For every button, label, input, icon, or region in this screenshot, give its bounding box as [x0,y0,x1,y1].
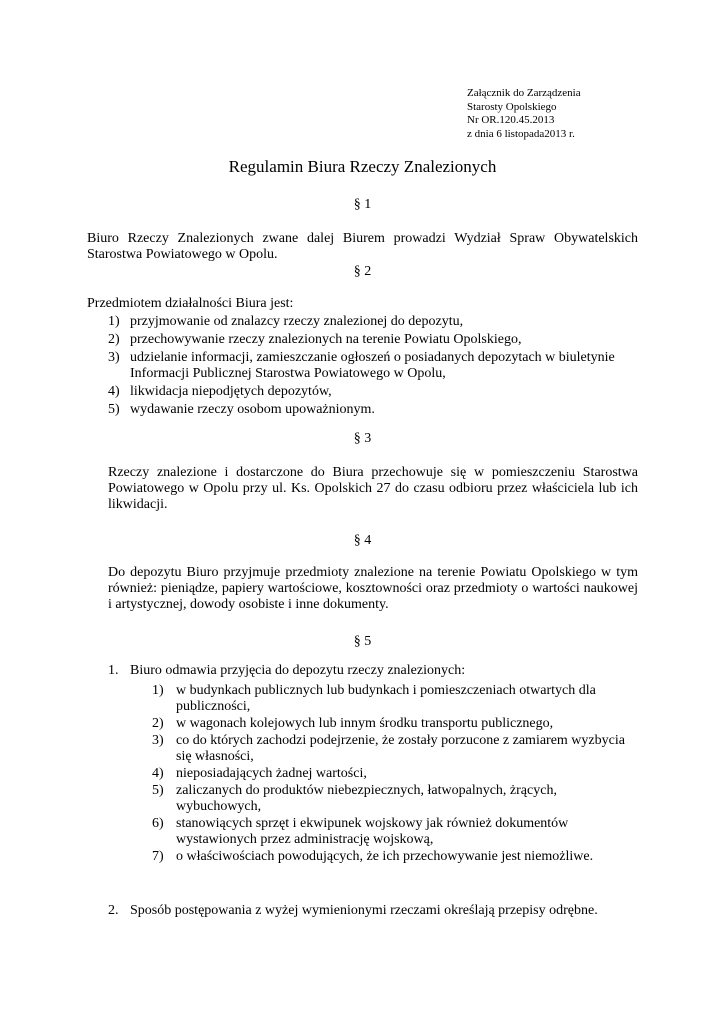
list-item [152,766,638,782]
document-title: Regulamin Biura Rzeczy Znalezionych [228,157,497,176]
list-number: 3) [152,733,164,748]
section-3-mark: § 3 [353,431,372,446]
section-2-intro: Przedmiotem działalności Biura jest: [87,296,294,311]
list-number: 4) [152,766,164,781]
list-item [152,783,638,815]
list-item [152,733,638,765]
list-item [152,849,638,865]
list-number: 1) [108,314,120,329]
list-number: 1. [108,663,119,678]
section-2-list [108,314,638,420]
list-number: 6) [152,816,164,831]
list-item [152,683,638,715]
list-number: 1) [152,683,164,698]
list-number: 2) [108,332,120,347]
list-text: stanowiących sprzęt i ekwipunek wojskowy jak również dokumentów wystawionych przez administrację wojskową, [176,816,569,847]
list-text: zaliczanych do produktów niebezpiecznych, łatwopalnych, żrących, wybuchowych, [176,783,557,814]
list-text: przechowywanie rzeczy znalezionych na terenie Powiatu Opolskiego, [130,332,522,347]
list-text: Sposób postępowania z wyżej wymienionymi rzeczami określają przepisy odrębne. [130,903,598,918]
list-item [152,716,638,732]
section-1-mark: § 1 [353,197,372,212]
list-text: wydawanie rzeczy osobom upoważnionym. [130,402,375,417]
list-item [108,332,638,348]
list-number: 7) [152,849,164,864]
section-5-paragraph-2 [108,903,638,919]
list-number: 4) [108,384,120,399]
section-5-list [108,663,638,679]
list-number: 3) [108,350,120,365]
list-item [108,350,638,382]
attachment-line-3: Nr OR.120.45.2013 [467,114,555,126]
list-text: likwidacja niepodjętych depozytów, [130,384,332,399]
list-text: udzielanie informacji, zamieszczanie ogłoszeń o posiadanych depozytach w biuletynie Informacji Publicznej Starostwa Powiatowego w Opolu, [130,350,615,381]
list-item [108,402,638,418]
list-text: co do których zachodzi podejrzenie, że zostały porzucone z zamiarem wyzbycia się własności, [176,733,625,764]
section-1-line-2: Starostwa Powiatowego w Opolu. [87,247,278,262]
section-5-sublist [152,683,638,866]
list-item [108,903,638,919]
section-1-line-1: Biuro Rzeczy Znalezionych zwane dalej Biurem prowadzi Wydział Spraw Obywatelskich [87,231,638,246]
list-text: o właściwościach powodujących, że ich przechowywanie jest niemożliwe. [176,849,594,864]
list-number: 2) [152,716,164,731]
section-3-text: Rzeczy znalezione i dostarczone do Biura przechowuje się w pomieszczeniu Starostwa Powiatowego w Opolu przy ul. Ks. Opolskich 27 do czasu odbioru przez właściciela lub ich likwidacji. [108,465,638,512]
section-5-mark: § 5 [353,634,372,649]
list-text: nieposiadających żadnej wartości, [176,766,367,781]
list-text: Biuro odmawia przyjęcia do depozytu rzeczy znalezionych: [130,663,466,678]
list-item [108,314,638,330]
section-4-mark: § 4 [353,533,372,548]
list-text: w wagonach kolejowych lub innym środku transportu publicznego, [176,716,554,731]
list-item [108,384,638,400]
list-number: 2. [108,903,119,918]
attachment-line-4: z dnia 6 listopada2013 r. [467,127,575,140]
list-item [152,816,638,848]
list-number: 5) [108,402,120,417]
list-text: przyjmowanie od znalazcy rzeczy znalezionej do depozytu, [130,314,464,329]
attachment-line-2: Starosty Opolskiego [467,100,557,113]
list-item [108,663,638,679]
attachment-note [467,87,581,141]
section-2-mark: § 2 [353,264,372,279]
list-number: 5) [152,783,164,798]
section-1-text [87,231,638,263]
list-text: w budynkach publicznych lub budynkach i pomieszczeniach otwartych dla publiczności, [176,683,596,714]
attachment-line-1: Załącznik do Zarządzenia [467,87,581,99]
section-4-text: Do depozytu Biuro przyjmuje przedmioty znalezione na terenie Powiatu Opolskiego w tym również: pieniądze, papiery wartościowe, kosztowności oraz przedmioty o wartości naukowej i artystycznej, dowody osobiste i inne dokumenty. [108,565,638,612]
